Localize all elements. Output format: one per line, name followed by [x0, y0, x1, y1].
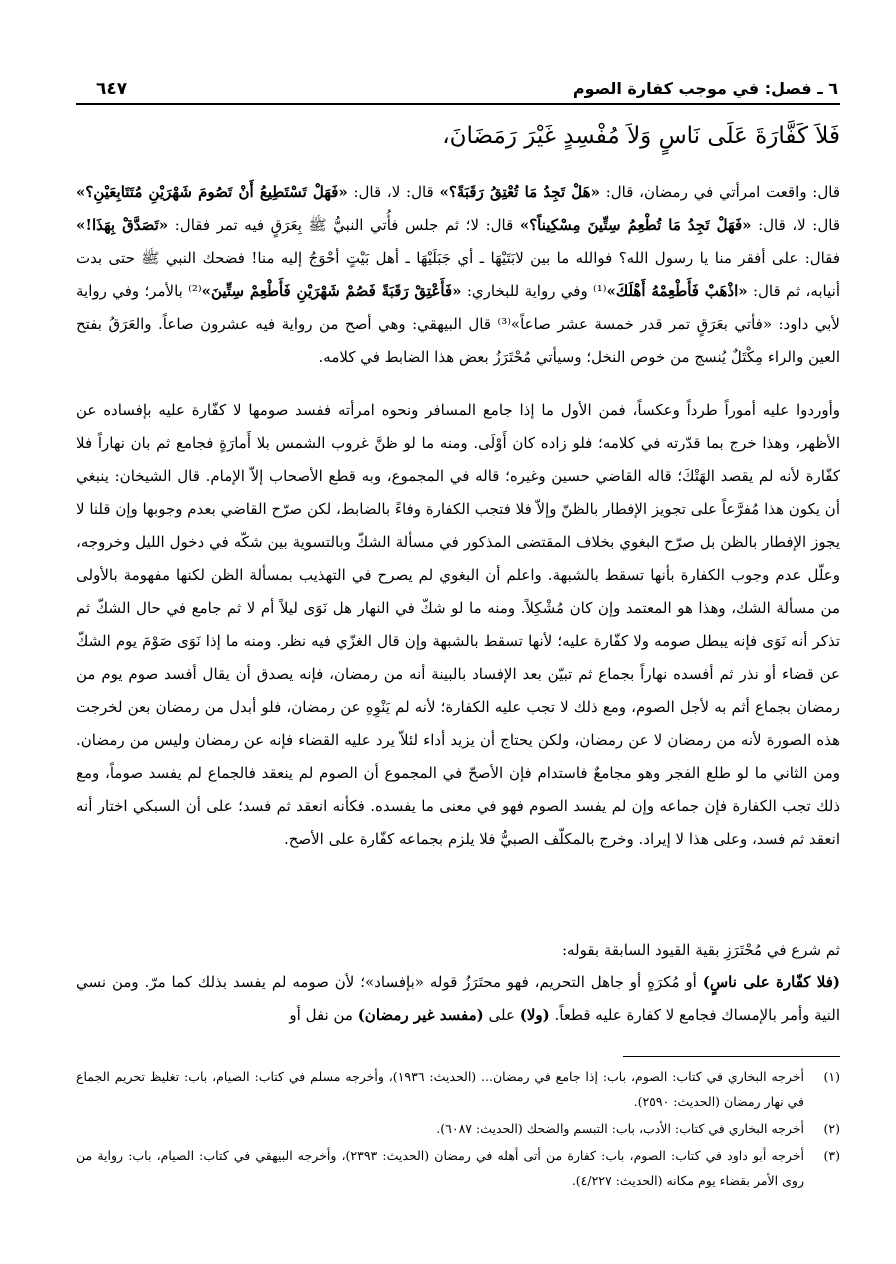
commentary-paragraph-1	[76, 176, 840, 374]
footnote-number: (١)	[823, 1069, 840, 1084]
hadith-quote: «اذْهَبْ فَأَطْعِمْهُ أَهْلَكَ»	[606, 282, 748, 300]
footnote-text: أخرجه البخاري في كتاب: الصوم، باب: إذا جامع في رمضان... (الحديث: ١٩٣٦)، وأخرجه مسلم في كتاب: الصيام، باب: تغليظ تحريم الجماع في نهار رمضان (الحديث: ٢٥٩٠).	[76, 1069, 805, 1109]
matn-text: فَلاَ كَفَّارَةَ عَلَى نَاسٍ وَلاَ مُفْسِدٍ غَيْرَ رَمَضَانَ،	[442, 123, 840, 149]
page-number: ٦٤٧	[96, 79, 128, 99]
matn-quote: (فلا كفّارة على ناسٍ)	[702, 973, 840, 991]
text-run: فقال: على أفقر منا يا رسول الله؟ فوالله ما بين لابَتَيْهَا ـ أي جَبَلَيْهَا ـ أهل بَيْتٍ أحْوَجُ إليه منا! فضحك النبي ﷺ حتى بدت أنيابه، ثم قال:	[76, 249, 840, 300]
text-run: قال: لا؛ ثم جلس فأُتي النبيُّ ﷺ بِعَرَقٍ فيه تمر فقال:	[168, 216, 520, 234]
footnote-number: (٢)	[823, 1121, 840, 1136]
hadith-quote: «هَلْ تَجِدُ مَا تُعْتِقُ رَقَبَةً؟»	[439, 183, 600, 201]
footnote-separator	[623, 1056, 840, 1057]
hadith-quote: «تَصَدَّقْ بِهَذَا!»	[76, 216, 169, 234]
footnote	[76, 1143, 840, 1193]
hadith-quote: «فَهَلْ تَسْتَطِيعُ أَنْ تَصُومَ شَهْرَيْنِ مُتَتَابِعَيْنِ؟»	[76, 183, 348, 201]
matn-quote: (ولا)	[519, 1006, 550, 1024]
footnote-text: أخرجه البخاري في كتاب: الأدب، باب: التبسم والضحك (الحديث: ٦٠٨٧).	[436, 1121, 804, 1136]
text-run: قال: واقعت امرأتي في رمضان، قال:	[599, 183, 840, 201]
commentary-paragraph-4	[76, 966, 840, 1032]
text-run: من نفل أو	[289, 1006, 358, 1024]
commentary-paragraph-2: وأوردوا عليه أموراً طرداً وعكساً، فمن الأول ما إذا جامع المسافر ونحوه امرأته ففسد صومها لا كفّارة عليه بإفساده عن الأظهر، وهذا خرج بما قدّرته في كلامه؛ فلو زاده كان أَوْلَى. ومنه ما لو ظنَّ غروب الشمس بلا أَمارَةٍ فجامع ثم بان نهاراً فلا كفّارة لأنه لم يقصد الهَتْكَ؛ قاله القاضي حسين وغيره؛ قاله في المجموع، وبه قطع الأصحاب إلاّ الإمام. قال الشيخان: ينبغي أن يكون هذا مُفرَّعاً على تجويز الإفطار بالظنّ وإلاّ فلا فتجب الكفارة وفاءً بالضابط، لكن صرّح القاضي بعدم وجوبها وإن قلنا لا يجوز الإفطار بالظن بل صرّح البغوي بخلاف المقتضى المذكور في مسألة الشكّ وبالتسوية بين شكّه في دخول الليل وخروجه، وعلّل عدم وجوب الكفارة بأنها تسقط بالشبهة. واعلم أن البغوي لم يصرح في التهذيب بمسألة الظن لكنها مفهومة بالأولى من مسألة الشك، وهذا هو المعتمد وإن كان مُشْكِلاً. ومنه ما لو شكّ في النهار هل نَوَى ليلاً أم لا ثم جامع في حال الشكّ ثم تذكر أنه نَوَى فإنه يبطل صومه ولا كفّارة عليه؛ لأنها تسقط بالشبهة وإن قال الغزّي فيه نظر. ومنه ما إذا نَوَى صَوْمَ يوم الشكّ عن قضاء أو نذر ثم أفسده نهاراً بجماع ثم تبيّن بعد الإفساد بالبينة أنه من رمضان، فإنه يصدق أن يقال أفسد صوم يوم من رمضان بجماع أثم به لأجل الصوم، ومع ذلك لا تجب عليه الكفارة؛ لأنه لم يَنْوِهِ عن رمضان، فلو أبدل من رمضان بعن لخرجت هذه الصورة لأنه من رمضان لا عن رمضان، ولكن يحتاج أن يزيد أداء لئلاّ يرد عليه القضاء فإنه عن رمضان وليس من رمضان. ومن الثاني ما لو طلع الفجر وهو مجامعٌ فاستدام فإن الأصحّ في المجموع أن الصوم لم ينعقد فالجماع لم يفسد صوماً، ومع ذلك تجب الكفارة فإن جماعه وإن لم يفسد الصوم فهو في معنى ما يفسده. فكأنه انعقد ثم فسد؛ على أن السبكي اختار أنه انعقد ثم فسد، وعلى هذا لا إيراد. وخرج بالمكلّف الصبيُّ فلا يلزم بجماعه كفّارة على الأصح.	[76, 401, 840, 848]
text-run: قال: لا، قال:	[751, 216, 840, 234]
text-run: أو مُكرَهٍ أو جاهل التحريم، فهو محتَرَزُ قوله «بإفساد»؛ لأن صومه لم يفسد بذلك كما مرّ. ومن نسي النية وأمر بالإمساك فجامع لا كفارة عليه قطعاً.	[76, 973, 840, 1024]
footnote	[76, 1064, 840, 1114]
matn-quote: (مفسد غير رمضان)	[357, 1006, 484, 1024]
text-run: ⁽¹⁾ وفي رواية للبخاري:	[461, 282, 607, 300]
hadith-quote: «فَأَعْتِقْ رَقَبَةً فَصُمْ شَهْرَيْنِ فَأَطْعِمْ سِتِّينَ»	[201, 282, 462, 300]
chapter-title: ٦ ـ فصل: في موجب كفارة الصوم	[572, 79, 838, 98]
footnote-text: أخرجه أبو داود في كتاب: الصوم، باب: كفارة من أتى أهله في رمضان (الحديث: ٢٣٩٣)، وأخرجه البيهقي في كتاب: الصيام، باب: رواية من روى الأمر بقضاء يوم مكانه (الحديث: ٤/٢٢٧).	[76, 1148, 804, 1188]
footnote	[76, 1116, 840, 1141]
footnotes	[76, 1064, 840, 1195]
running-header	[76, 75, 840, 105]
text-run: قال: لا، قال:	[347, 183, 440, 201]
text-run: ⁽²⁾ بالأمر؛ وفي رواية لأبي داود: «فأتي بعَرَقٍ تمر قدر خمسة عشر صاعاً»⁽³⁾ قال البيهقي: وهي أصح من رواية فيه عشرون صاعاً. والعَرَقُ بفتح العين والراء مِكْتَلٌ يُنسج من خوص النخل؛ وسيأتي مُحْتَرَزُ بعض هذا الضابط في كلامه.	[76, 282, 840, 366]
text-run: على	[483, 1006, 520, 1024]
footnote-number: (٣)	[823, 1148, 840, 1163]
commentary-paragraph-3: ثم شرع في مُحْتَرَزِ بقية القيود السابقة بقوله:	[561, 941, 840, 959]
hadith-quote: «فَهَلْ تَجِدُ مَا تُطْعِمُ سِتِّينَ مِسْكِيناً؟»	[519, 216, 752, 234]
